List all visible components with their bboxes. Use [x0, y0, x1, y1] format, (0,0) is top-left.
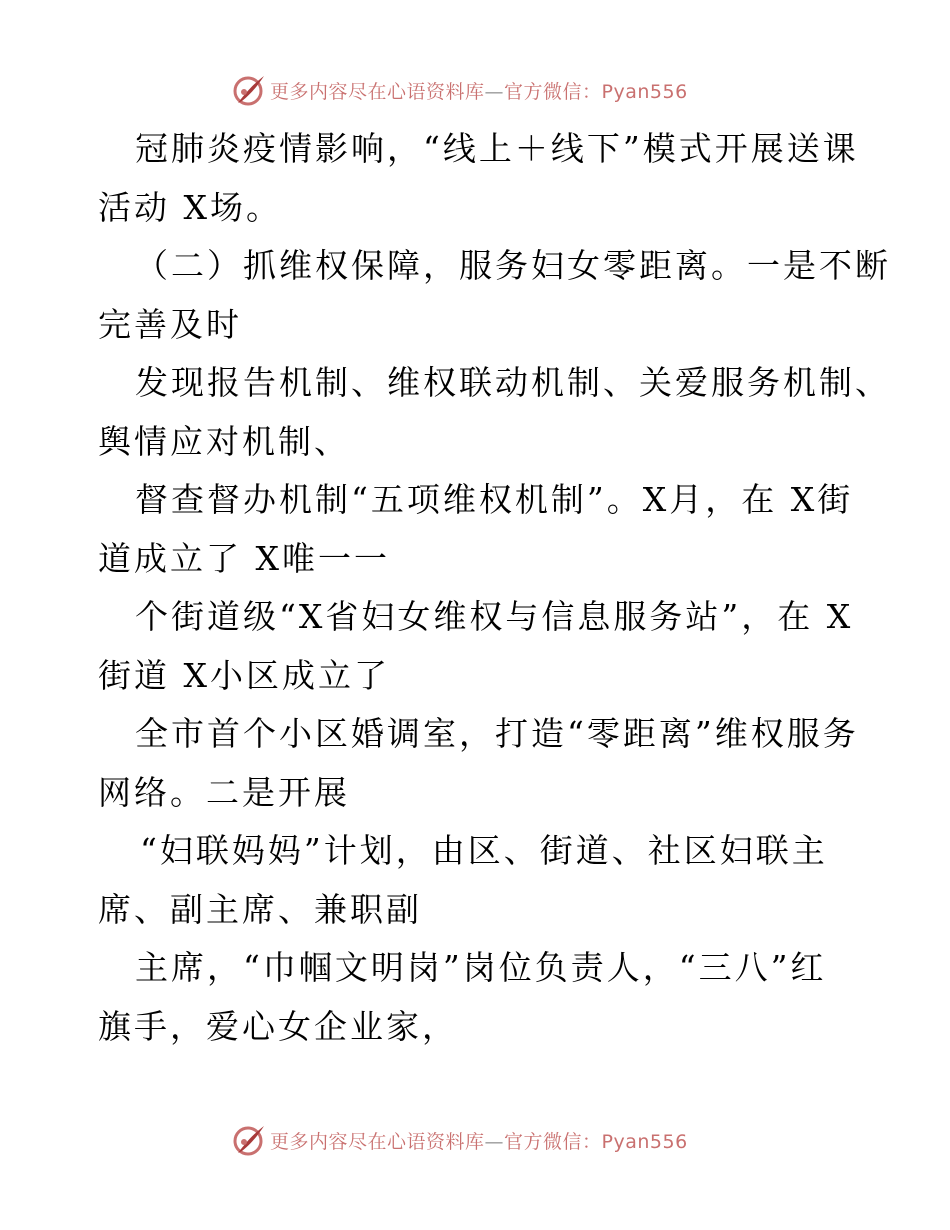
text-line: 冠肺炎疫情影响，“线上＋线下”模式开展送课 [135, 129, 859, 168]
text-line: 网络。二是开展 [98, 772, 350, 812]
text-line: 全市首个小区婚调室，打造“零距离”维权服务 [135, 714, 859, 753]
watermark-text: 更多内容尽在心语资料库—官方微信：Pyan556 [270, 80, 688, 103]
text-line: 席、副主席、兼职副 [98, 889, 422, 929]
watermark-text: 更多内容尽在心语资料库—官方微信：Pyan556 [270, 1130, 688, 1153]
quill-logo-icon [232, 73, 266, 107]
text-line: 发现报告机制、维权联动机制、关爱服务机制、 [135, 363, 891, 402]
text-line: （二）抓维权保障，服务妇女零距离。一是不断 [135, 246, 891, 285]
text-line: “妇联妈妈”计划，由区、街道、社区妇联主 [140, 831, 828, 870]
text-line: 街道 X小区成立了 [98, 655, 390, 695]
footer-watermark [232, 1122, 688, 1158]
quill-logo-icon [232, 1123, 266, 1157]
text-line: 舆情应对机制、 [98, 421, 350, 461]
text-line: 完善及时 [98, 304, 242, 344]
text-line: 督查督办机制“五项维权机制”。X月，在 X街 [135, 480, 854, 519]
text-line: 主席，“巾帼文明岗”岗位负责人，“三八”红 [135, 948, 827, 987]
text-line: 道成立了 X唯一一 [98, 538, 390, 578]
text-line: 活动 X场。 [98, 187, 282, 227]
document-body [98, 120, 891, 1056]
text-line: 旗手，爱心女企业家， [98, 1006, 458, 1046]
text-line: 个街道级“X省妇女维权与信息服务站”，在 X [135, 597, 854, 636]
header-watermark [232, 72, 688, 108]
